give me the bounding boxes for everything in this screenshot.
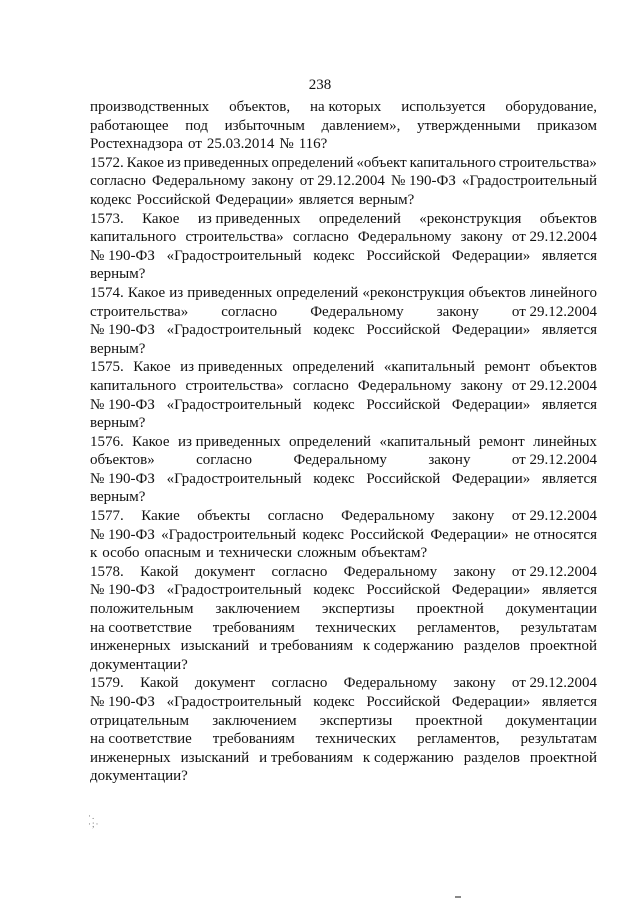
text-line <box>90 656 597 675</box>
text-word: от 29.12.2004 <box>511 508 597 525</box>
text-word: Федеральному <box>310 303 404 320</box>
text-word: № 190-ФЗ <box>390 173 456 190</box>
text-word: Какое <box>126 154 164 171</box>
text-line <box>90 377 597 396</box>
text-word: закону <box>436 303 479 320</box>
text-word: № 190-ФЗ <box>90 470 155 487</box>
text-word: от 29.12.2004 <box>299 173 385 190</box>
text-word: кодекс <box>313 247 355 264</box>
text-word: согласно <box>271 675 328 692</box>
text-word: не относятся <box>514 526 597 543</box>
text-line <box>90 396 597 415</box>
text-word: верным? <box>358 191 415 208</box>
text-word: № <box>279 136 294 153</box>
scan-artifact-dot <box>455 896 461 898</box>
text-word: к <box>90 545 98 562</box>
text-word: к содержанию <box>362 749 454 766</box>
text-word: Какое <box>142 210 180 227</box>
text-word: 1576. <box>90 433 124 450</box>
text-word: кодекс <box>313 322 355 339</box>
text-word: является <box>298 191 354 208</box>
text-word: от <box>188 136 202 153</box>
text-line <box>90 303 597 322</box>
text-word: из приведенных <box>180 359 283 376</box>
text-word: строительства» <box>498 154 597 171</box>
text-line <box>90 228 597 247</box>
text-word: строительства» <box>185 377 284 394</box>
text-line <box>90 358 597 377</box>
text-word: верным? <box>90 489 146 506</box>
text-word: объектов <box>539 359 597 376</box>
text-word: «Градостроительный <box>166 582 302 599</box>
text-word: на соответствие <box>90 731 192 748</box>
text-line <box>90 247 597 266</box>
text-word: верным? <box>90 415 146 432</box>
text-word: кодекс <box>302 526 344 543</box>
text-line <box>90 767 597 786</box>
text-word: верным? <box>90 266 146 283</box>
text-line <box>90 414 597 433</box>
text-word: согласно <box>196 452 253 469</box>
text-word: Федерации» <box>451 396 531 413</box>
text-word: кодекс <box>313 396 355 413</box>
text-word: капитального <box>409 154 496 171</box>
text-word: объектам? <box>361 545 428 562</box>
text-word: «Градостроительный <box>166 470 302 487</box>
text-word: от 29.12.2004 <box>511 563 597 580</box>
text-line <box>90 544 597 563</box>
text-word: 25.03.2014 <box>206 136 275 153</box>
text-word: 1575. <box>90 359 124 376</box>
text-line <box>90 210 597 229</box>
text-word: от 29.12.2004 <box>511 303 597 320</box>
text-word: № 190-ФЗ <box>90 322 155 339</box>
text-word: сложным <box>297 545 357 562</box>
text-word: на которых <box>310 99 382 115</box>
text-word: объекты <box>197 508 251 525</box>
text-word: 116? <box>298 136 328 153</box>
scan-artifact-mark: ·. ·;· <box>88 811 100 829</box>
text-word: линейных <box>533 433 597 450</box>
text-line <box>90 191 597 210</box>
text-word: «капитальный <box>383 359 475 376</box>
text-word: регламентов, <box>417 619 500 636</box>
text-word: «объект <box>356 154 407 171</box>
text-word: «Градостроительный <box>166 694 302 710</box>
text-word: Какое <box>127 284 166 301</box>
text-word: закону <box>460 377 503 394</box>
text-line <box>90 581 597 600</box>
text-word: документации? <box>90 656 188 673</box>
text-line <box>90 340 597 359</box>
text-word: из <box>166 154 181 171</box>
text-word: документ <box>194 675 256 692</box>
text-word: положительным <box>90 601 194 618</box>
text-word: проектной <box>415 712 483 729</box>
text-word: от 29.12.2004 <box>511 675 597 692</box>
text-word: проектной <box>416 601 484 618</box>
text-word: Какой <box>140 675 179 692</box>
text-word: документ <box>194 563 256 580</box>
text-line <box>90 693 597 712</box>
text-word: согласно <box>292 229 349 246</box>
text-word: Федерации» <box>451 694 531 710</box>
text-word: Российской <box>366 582 441 599</box>
text-line <box>90 712 597 731</box>
text-word: закону <box>428 452 471 469</box>
text-line <box>90 451 597 470</box>
text-word: Российской <box>350 526 425 543</box>
text-line <box>90 321 597 340</box>
text-word: кодекс <box>313 582 355 599</box>
text-word: является <box>541 396 597 413</box>
text-word: отрицательным <box>90 712 190 729</box>
text-word: определений <box>271 154 354 171</box>
text-word: производственных <box>90 99 210 115</box>
text-word: согласно <box>267 508 324 525</box>
text-word: является <box>541 582 597 599</box>
text-word: документации <box>505 712 597 729</box>
text-word: «капитальный <box>379 433 471 450</box>
text-word: технических <box>315 619 397 636</box>
text-word: верным? <box>90 340 146 357</box>
text-word: разделов <box>463 749 520 766</box>
text-word: проектной <box>529 749 597 766</box>
text-word: изысканий <box>180 749 250 766</box>
text-line <box>90 600 597 619</box>
text-line <box>90 117 597 136</box>
text-word: линейного <box>529 284 597 301</box>
text-line <box>90 563 597 582</box>
text-word: на соответствие <box>90 619 192 636</box>
text-word: определений <box>292 359 375 376</box>
text-word: Федерации» <box>430 526 509 543</box>
text-word: и требованиям <box>259 638 353 655</box>
text-word: является <box>541 247 597 264</box>
text-word: инженерных <box>90 749 171 766</box>
text-word: экспертизы <box>319 712 393 729</box>
text-word: Какие <box>141 508 180 525</box>
text-word: Федерации» <box>451 470 531 487</box>
text-word: закону <box>453 563 496 580</box>
text-word: Российской <box>366 247 441 264</box>
text-word: требованиям <box>212 619 295 636</box>
text-word: Федерации» <box>215 191 294 208</box>
text-word: 1578. <box>90 563 124 580</box>
text-word: закону <box>453 675 496 692</box>
text-line <box>90 172 597 191</box>
text-word: № 190-ФЗ <box>90 694 155 710</box>
text-word: приведенных <box>183 154 269 171</box>
text-word: «реконструкция <box>362 284 465 301</box>
text-word: кодекс <box>90 191 132 208</box>
text-word: 1577. <box>90 508 124 525</box>
text-word: работающее <box>90 117 169 134</box>
text-word: объектов <box>539 210 597 227</box>
text-word: закону <box>460 229 503 246</box>
text-word: объектов, <box>229 99 291 115</box>
text-word: 1573. <box>90 210 124 227</box>
text-word: Какой <box>140 563 179 580</box>
text-word: Федеральному <box>357 377 452 394</box>
text-word: опасным <box>144 545 201 562</box>
text-word: Какое <box>133 359 171 376</box>
text-word: 1574. <box>90 284 124 301</box>
text-line <box>90 470 597 489</box>
text-word: «Градостроительный <box>161 526 297 543</box>
text-word: под <box>185 117 208 134</box>
text-line <box>90 265 597 284</box>
text-word: особо <box>102 545 140 562</box>
text-word: избыточным <box>224 117 305 134</box>
text-word: определений <box>289 433 372 450</box>
document-body <box>90 98 597 786</box>
text-word: Федеральному <box>343 563 438 580</box>
text-word: «реконструкция <box>419 210 522 227</box>
text-word: закону <box>251 173 294 190</box>
text-line <box>90 284 597 303</box>
text-line <box>90 433 597 452</box>
text-word: № 190-ФЗ <box>90 582 155 599</box>
text-word: Федеральному <box>343 675 438 692</box>
text-word: от 29.12.2004 <box>511 452 597 469</box>
text-word: оборудование, <box>505 99 597 115</box>
text-word: Российской <box>366 694 441 710</box>
text-word: объектов <box>468 284 526 301</box>
text-word: строительства» <box>90 303 189 320</box>
text-word: является <box>541 694 597 710</box>
text-word: «Градостроительный <box>461 173 597 190</box>
text-line <box>90 507 597 526</box>
text-word: определений <box>276 284 359 301</box>
text-word: Какое <box>132 433 170 450</box>
text-word: ремонт <box>484 359 531 376</box>
text-word: Ростехнадзора <box>90 136 184 153</box>
text-line <box>90 488 597 507</box>
page-number: 238 <box>308 77 332 93</box>
text-word: к содержанию <box>362 638 454 655</box>
text-word: документации? <box>90 768 188 785</box>
text-word: экспертизы <box>322 601 395 618</box>
text-word: Федеральному <box>357 229 452 246</box>
text-word: является <box>541 470 597 487</box>
text-word: определений <box>318 210 401 227</box>
text-word: требованиям <box>212 731 295 748</box>
text-word: № 190-ФЗ <box>90 247 155 264</box>
text-line <box>90 730 597 749</box>
text-word: «Градостроительный <box>166 396 302 413</box>
text-word: приказом <box>537 117 597 134</box>
text-word: из <box>169 284 184 301</box>
text-word: инженерных <box>90 638 171 655</box>
text-line <box>90 674 597 693</box>
text-word: № 190-ФЗ <box>90 396 155 413</box>
text-word: согласно <box>292 377 349 394</box>
text-line <box>90 526 597 545</box>
text-word: из приведенных <box>197 210 301 227</box>
text-word: объектов» <box>90 452 155 469</box>
text-word: Российской <box>366 470 441 487</box>
text-word: заключением <box>212 712 297 729</box>
text-word: от 29.12.2004 <box>511 229 597 246</box>
text-word: согласно <box>271 563 328 580</box>
text-word: кодекс <box>313 694 355 710</box>
text-word: 1572. <box>90 154 124 171</box>
text-word: Федерации» <box>451 247 531 264</box>
text-word: разделов <box>463 638 520 655</box>
text-word: капитального <box>90 229 177 246</box>
text-word: используется <box>401 99 486 115</box>
text-word: из приведенных <box>177 433 281 450</box>
text-word: проектной <box>529 638 597 655</box>
text-word: Федеральному <box>293 452 387 469</box>
text-word: «Градостроительный <box>166 322 302 339</box>
text-word: капитального <box>90 377 177 394</box>
text-word: утвержденными <box>416 117 521 134</box>
text-word: Российской <box>366 396 441 413</box>
text-word: «Градостроительный <box>166 247 302 264</box>
text-line <box>90 98 597 117</box>
text-word: является <box>541 322 597 339</box>
text-word: согласно <box>90 173 146 190</box>
text-word: результатам <box>520 619 597 636</box>
text-word: технических <box>315 731 397 748</box>
text-word: закону <box>452 508 495 525</box>
text-word: Федерации» <box>451 322 531 339</box>
text-word: приведенных <box>187 284 273 301</box>
text-line <box>90 619 597 638</box>
text-word: 1579. <box>90 675 124 692</box>
text-word: от 29.12.2004 <box>511 377 597 394</box>
text-word: технически <box>218 545 293 562</box>
text-word: кодекс <box>313 470 355 487</box>
text-line <box>90 637 597 656</box>
text-word: документации <box>505 601 597 618</box>
text-word: давлением», <box>321 117 401 134</box>
text-line <box>90 135 597 154</box>
text-word: строительства» <box>185 229 284 246</box>
text-word: Федеральному <box>341 508 435 525</box>
text-word: Федерации» <box>451 582 531 599</box>
text-line <box>90 749 597 768</box>
text-word: заключением <box>215 601 300 618</box>
text-word: Российской <box>136 191 211 208</box>
text-word: согласно <box>221 303 278 320</box>
text-word: регламентов, <box>417 731 500 748</box>
text-word: Федеральному <box>151 173 246 190</box>
text-line <box>90 154 597 173</box>
text-word: № 190-ФЗ <box>90 526 155 543</box>
text-word: результатам <box>520 731 597 748</box>
text-word: изысканий <box>180 638 250 655</box>
text-word: ремонт <box>478 433 525 450</box>
text-word: и <box>205 545 214 562</box>
text-word: и требованиям <box>259 749 353 766</box>
text-word: Российской <box>366 322 441 339</box>
